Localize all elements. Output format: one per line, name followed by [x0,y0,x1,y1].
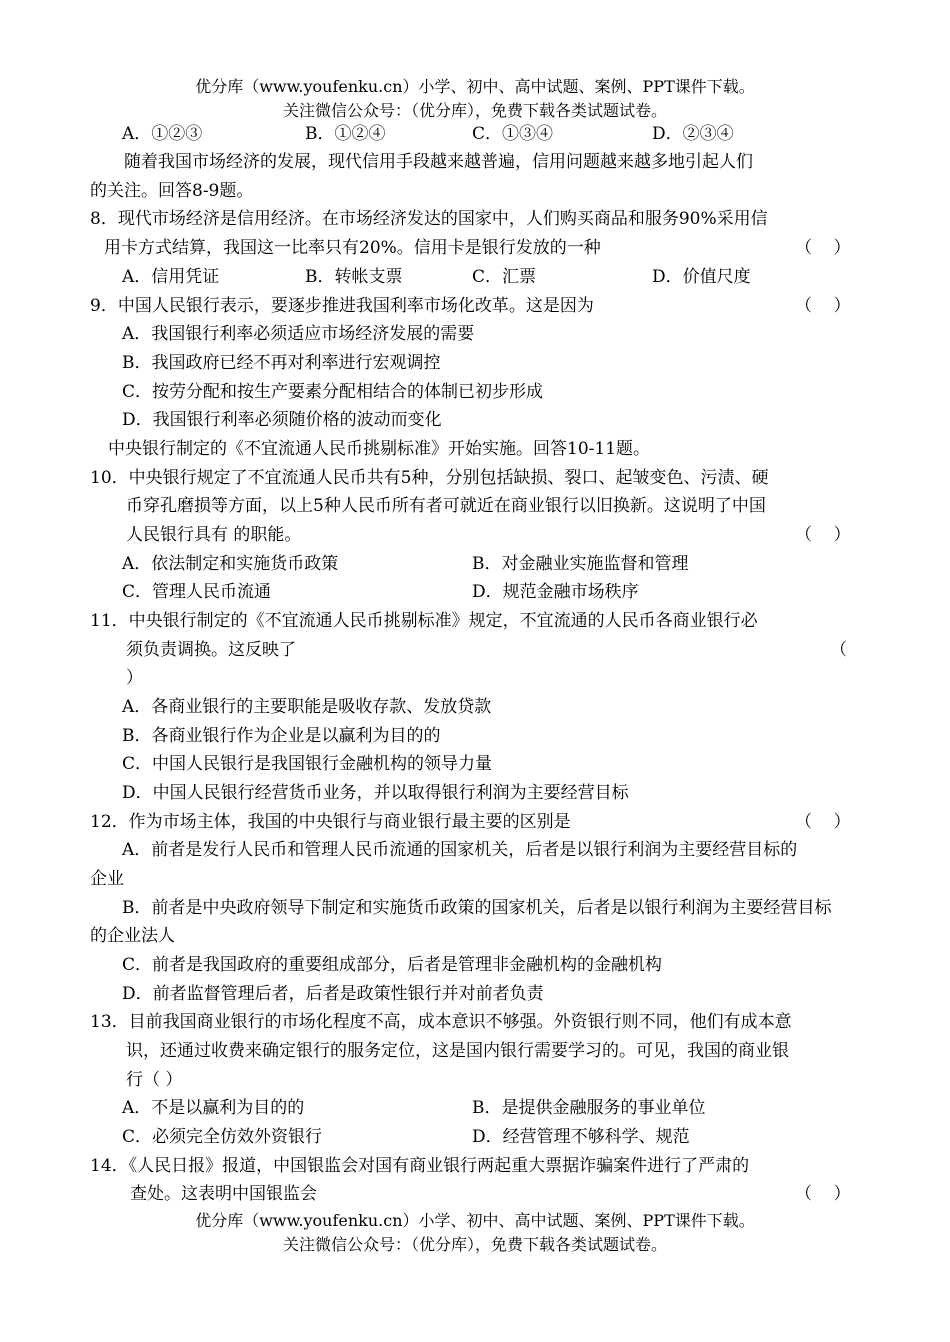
q10-stem-line-2: 币穿孔磨损等方面，以上5种人民币所有者可就近在商业银行以旧换新。这说明了中国 [126,496,766,516]
q12-option-b-line-1: B．前者是中央政府领导下制定和实施货币政策的国家机关，后者是以银行利润为主要经营目标 [122,898,832,918]
q12-option-b-line-2: 的企业法人 [90,926,175,946]
footer-line-1: 优分库（www.youfenku.cn）小学、初中、高中试题、案例、PPT课件下载。 [195,1211,755,1230]
q7-option-b: B．①②④ [305,124,386,144]
q8-stem-line-1: 8．现代市场经济是信用经济。在市场经济发达的国家中，人们购买商品和服务90%采用信 [90,209,768,229]
q7-option-c: C．①③④ [472,124,554,144]
q12-answer-blank: （ ） [795,812,851,832]
q9-answer-blank: （ ） [795,296,851,316]
q8-option-a: A．信用凭证 [122,267,220,287]
header-line-2: 关注微信公众号：（优分库），免费下载各类试题试卷。 [282,101,667,120]
q11-option-d: D．中国人民银行经营货币业务，并以取得银行利润为主要经营目标 [122,783,629,803]
q10-stem-line-3: 人民银行具有 的职能。 [126,525,302,545]
q13-option-a: A．不是以赢利为目的的 [122,1098,305,1118]
q13-option-b: B．是提供金融服务的事业单位 [472,1098,706,1118]
q13-stem-line-2: 识，还通过收费来确定银行的服务定位，这是国内银行需要学习的。可见，我国的商业银 [126,1041,789,1061]
q8-option-c: C．汇票 [472,267,537,287]
q14-stem-line-1: 14．《人民日报》报道，中国银监会对国有商业银行两起重大票据诈骗案件进行了严肃的 [90,1156,750,1176]
q14-stem-line-2: 查处。这表明中国银监会 [130,1184,317,1204]
q9-option-b: B．我国政府已经不再对利率进行宏观调控 [122,353,441,373]
q9-option-c: C．按劳分配和按生产要素分配相结合的体制已初步形成 [122,382,544,402]
q10-option-d: D．规范金融市场秩序 [472,582,639,602]
intro-8-9-line-1: 随着我国市场经济的发展，现代信用手段越来越普遍，信用问题越来越多地引起人们 [124,152,753,172]
footer-line-2: 关注微信公众号：（优分库），免费下载各类试题试卷。 [282,1235,667,1254]
q11-stem-line-1: 11．中央银行制定的《不宜流通人民币挑剔标准》规定，不宜流通的人民币各商业银行必 [90,611,758,631]
q11-answer-blank-open: （ [830,640,847,660]
q13-option-c: C．必须完全仿效外资银行 [122,1127,323,1147]
q12-option-a-line-2: 企业 [90,869,124,889]
intro-8-9-line-2: 的关注。回答8-9题。 [90,181,254,201]
q12-option-d: D．前者监督管理后者，后者是政策性银行并对前者负责 [122,984,544,1004]
q13-stem-line-1: 13．目前我国商业银行的市场化程度不高，成本意识不够强。外资银行则不同，他们有成本意 [90,1012,792,1032]
q12-option-a-line-1: A．前者是发行人民币和管理人民币流通的国家机关，后者是以银行利润为主要经营目标的 [122,840,798,860]
q12-stem: 12．作为市场主体，我国的中央银行与商业银行最主要的区别是 [90,812,571,832]
q10-answer-blank: （ ） [795,525,851,545]
q11-stem-line-2: 须负责调换。这反映了 [126,640,296,660]
intro-10-11: 中央银行制定的《不宜流通人民币挑剔标准》开始实施。回答10-11题。 [108,439,651,459]
q7-option-a: A．①②③ [122,124,203,144]
q10-option-a: A．依法制定和实施货币政策 [122,554,339,574]
q11-option-a: A．各商业银行的主要职能是吸收存款、发放贷款 [122,697,492,717]
q9-option-d: D．我国银行利率必须随价格的波动而变化 [122,410,442,430]
q8-option-b: B．转帐支票 [305,267,403,287]
q11-option-c: C．中国人民银行是我国银行金融机构的领导力量 [122,754,493,774]
q13-stem-line-3: 行（ ） [126,1070,183,1090]
q10-option-b: B．对金融业实施监督和管理 [472,554,689,574]
q12-option-c: C．前者是我国政府的重要组成部分，后者是管理非金融机构的金融机构 [122,955,663,975]
q9-stem: 9．中国人民银行表示，要逐步推进我国利率市场化改革。这是因为 [90,296,594,316]
q7-option-d: D．②③④ [652,124,734,144]
q11-option-b: B．各商业银行作为企业是以赢利为目的的 [122,726,441,746]
q8-answer-blank: （ ） [795,238,851,258]
q8-stem-line-2: 用卡方式结算，我国这一比率只有20%。信用卡是银行发放的一种 [104,238,601,258]
q9-option-a: A．我国银行利率必须适应市场经济发展的需要 [122,324,475,344]
q10-option-c: C．管理人民币流通 [122,582,272,602]
q11-answer-blank-close: ） [126,668,143,688]
q14-answer-blank: （ ） [795,1184,851,1204]
q13-option-d: D．经营管理不够科学、规范 [472,1127,690,1147]
header-line-1: 优分库（www.youfenku.cn）小学、初中、高中试题、案例、PPT课件下载。 [195,77,755,96]
q10-stem-line-1: 10．中央银行规定了不宜流通人民币共有5种，分别包括缺损、裂口、起皱变色、污渍、硬 [90,468,769,488]
q8-option-d: D．价值尺度 [652,267,751,287]
